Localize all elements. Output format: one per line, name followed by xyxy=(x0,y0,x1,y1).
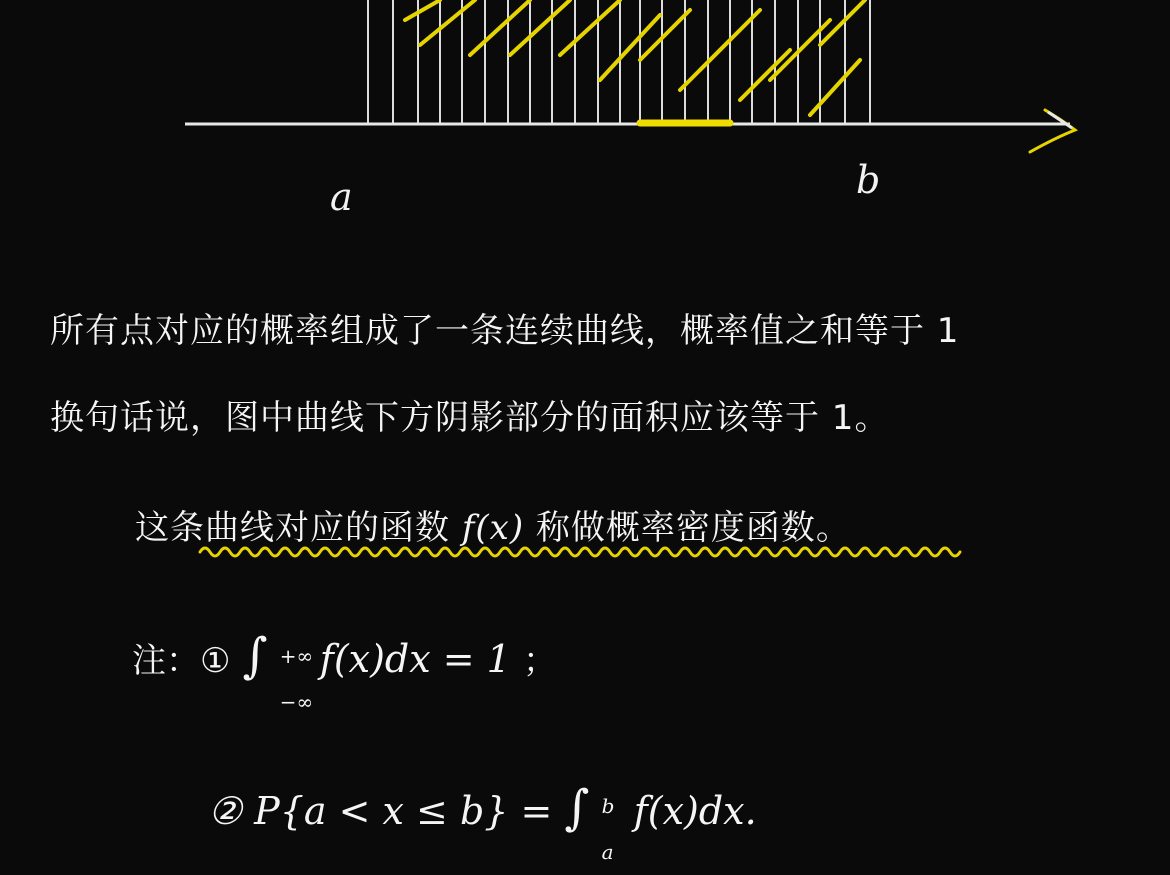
note2-body: f(x)dx. xyxy=(633,789,757,833)
axis-label-a: a xyxy=(330,175,353,219)
hatch-stroke xyxy=(405,0,440,20)
hatch-stroke xyxy=(740,50,790,100)
note2-upper-limit: b xyxy=(601,794,615,818)
note1-body: f(x)dx = 1 xyxy=(319,637,511,681)
integral-sign: ∫ xyxy=(242,628,268,684)
text-line-2: 换句话说，图中曲线下方阴影部分的面积应该等于 1。 xyxy=(50,398,890,438)
text-line-1: 所有点对应的概率组成了一条连续曲线，概率值之和等于 1 xyxy=(50,311,960,351)
shaded-area-hatching xyxy=(405,0,865,115)
note2-lower-limit: a xyxy=(601,840,614,864)
probability-density-figure xyxy=(0,0,1170,240)
note-1 xyxy=(132,628,557,714)
hatch-stroke xyxy=(640,10,690,60)
axis-arrow-tip xyxy=(1048,112,1072,128)
note1-end: ； xyxy=(522,641,557,681)
note2-prefix: ② P{a < x ≤ b} = xyxy=(208,789,553,833)
hatch-stroke xyxy=(560,0,620,55)
note-2 xyxy=(208,780,757,864)
note1-lower-limit: −∞ xyxy=(279,690,314,714)
integral-sign: ∫ xyxy=(564,780,590,836)
axis-label-b: b xyxy=(856,158,881,202)
hatch-stroke xyxy=(810,60,860,115)
note1-prefix: 注：① xyxy=(132,641,231,681)
line3-prefix: 这条曲线对应的函数 xyxy=(135,508,450,548)
note1-upper-limit: +∞ xyxy=(279,644,314,668)
line3-suffix: 称做概率密度函数。 xyxy=(535,508,851,548)
wavy-underline xyxy=(195,540,970,570)
line3-math: f(x) xyxy=(461,508,525,548)
